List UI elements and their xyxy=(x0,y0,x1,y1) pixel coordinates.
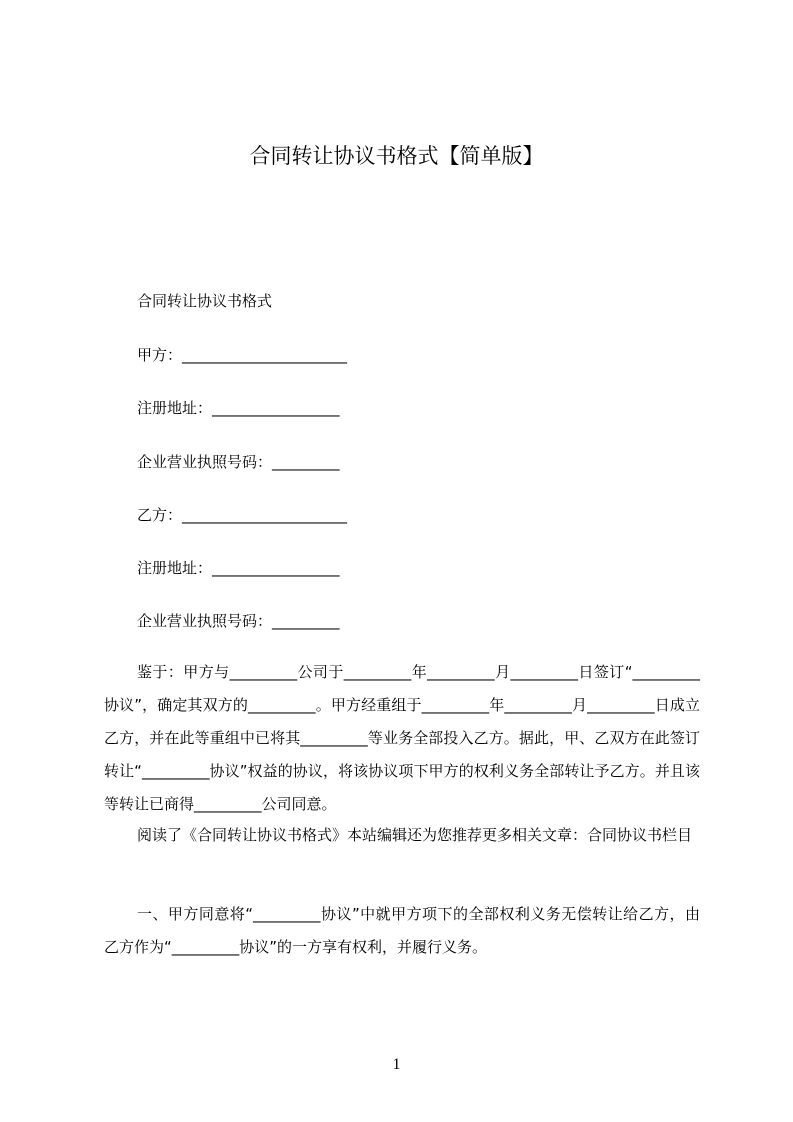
party-b-field: 乙方：______________________ xyxy=(137,506,348,524)
party-b-license-field: 企业营业执照号码：_________ xyxy=(137,612,340,630)
document-title: 合同转让协议书格式【简单版】 xyxy=(249,144,544,168)
clause-one-paragraph: 一、甲方同意将“_________协议”中就甲方项下的全部权利义务无偿转让给乙方，由乙方作为“_________协议”的一方享有权利，并履行义务。 xyxy=(104,905,700,956)
whereas-paragraph: 鉴于：甲方与_________公司于_________年_________月_________日签订“_________协议”，确定其双方的_________。甲方经重组于_________年_________月_________日成立乙方，并在此等重组中已将其_________等业务全部投入乙方。据此，甲、乙双方在此签订转让“_________协议”权益的协议，将该协议项下甲方的权利义务全部转让予乙方。并且该等转让已商得_________公司同意。 xyxy=(104,663,700,813)
party-a-address-field: 注册地址：_________________ xyxy=(137,399,340,417)
party-b-address-field: 注册地址：_________________ xyxy=(137,559,340,577)
page-number: 1 xyxy=(392,1056,401,1073)
party-a-field: 甲方：______________________ xyxy=(137,346,348,364)
document-subtitle: 合同转让协议书格式 xyxy=(137,292,273,310)
party-a-license-field: 企业营业执照号码：_________ xyxy=(137,453,340,471)
recommendation-paragraph: 阅读了《合同转让协议书格式》本站编辑还为您推荐更多相关文章：合同协议书栏目 xyxy=(137,826,693,844)
